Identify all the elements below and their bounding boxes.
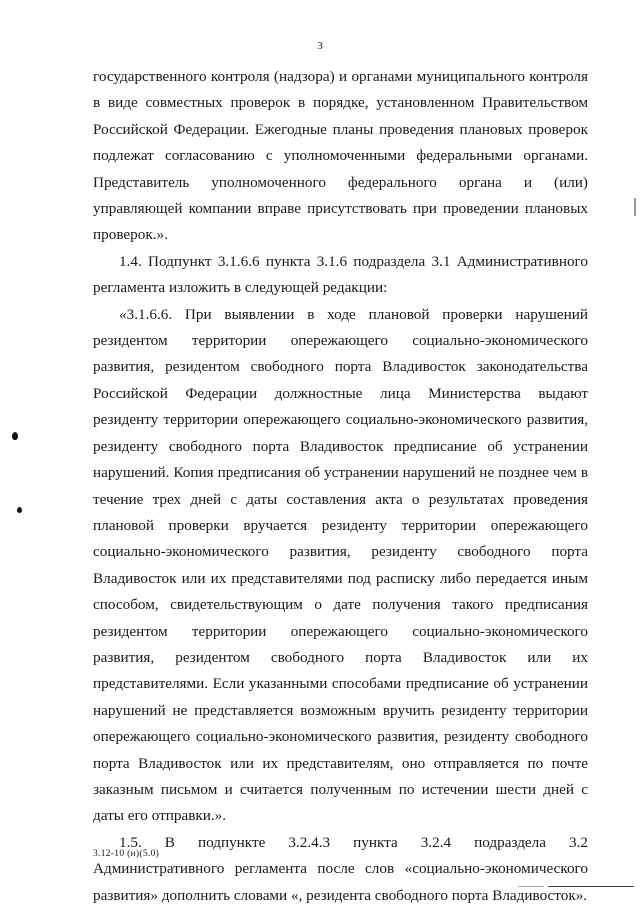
paragraph-item-1-5: 1.5. В подпункте 3.2.4.3 пункта 3.2.4 подраздела 3.2 Административного регламента после слов «социально-экономического развития» дополнить словами «, резидента свободного порта Владивосток». <box>93 833 588 904</box>
paragraph-quoted-3-1-6-6: «3.1.6.6. При выявлении в ходе плановой проверки нарушений резидентом территории опережающего социально-экономического развития, резидентом свободного порта Владивосток законодательства Российской Федерации должностные лица Министерства выдают резиденту территории опережающего социально-экономического развития, резиденту свободного порта Владивосток предписание об устранении нарушений. Копия предписания об устранении нарушений не позднее чем в течение трех дней с даты составления акта о результатах проведения плановой проверки вручается резиденту территории опережающего социально-экономического развития, резиденту свободного порта Владивосток или их представителями под расписку либо передается иным способом, свидетельствующим о дате получения такого предписания резидентом территории опережающего социально-экономического развития, резидентом свободного порта Владивосток или их представителями. Если указанными способами предписание об устранении нарушений не представляется возможным вручить резиденту территории опережающего социально-экономического развития, резиденту свободного порта Владивосток или их представителям, оно отправляется по почте заказным письмом и считается полученным по истечении шести дней с даты его отправки.». <box>93 305 588 825</box>
document-body <box>93 64 588 909</box>
scan-edge-mark <box>634 198 636 216</box>
scan-corner-line <box>518 886 544 887</box>
scan-corner-line <box>548 886 634 887</box>
margin-hole-mark <box>12 432 18 440</box>
footer-document-code: 3.12-10 (н)(5.0) <box>93 849 160 859</box>
margin-hole-mark <box>17 507 22 513</box>
page-number: 3 <box>317 40 323 52</box>
paragraph-continuation: государственного контроля (надзора) и органами муниципального контроля в виде совместных проверок в порядке, установленном Правительством Российской Федерации. Ежегодные планы проведения плановых проверок подлежат согласованию с уполномоченными федеральными органами. Представитель уполномоченного федерального органа и (или) управляющей компании вправе присутствовать при проведении плановых проверок.». <box>93 68 588 244</box>
paragraph-item-1-4: 1.4. Подпункт 3.1.6.6 пункта 3.1.6 подраздела 3.1 Административного регламента изложить в следующей редакции: <box>93 252 588 297</box>
